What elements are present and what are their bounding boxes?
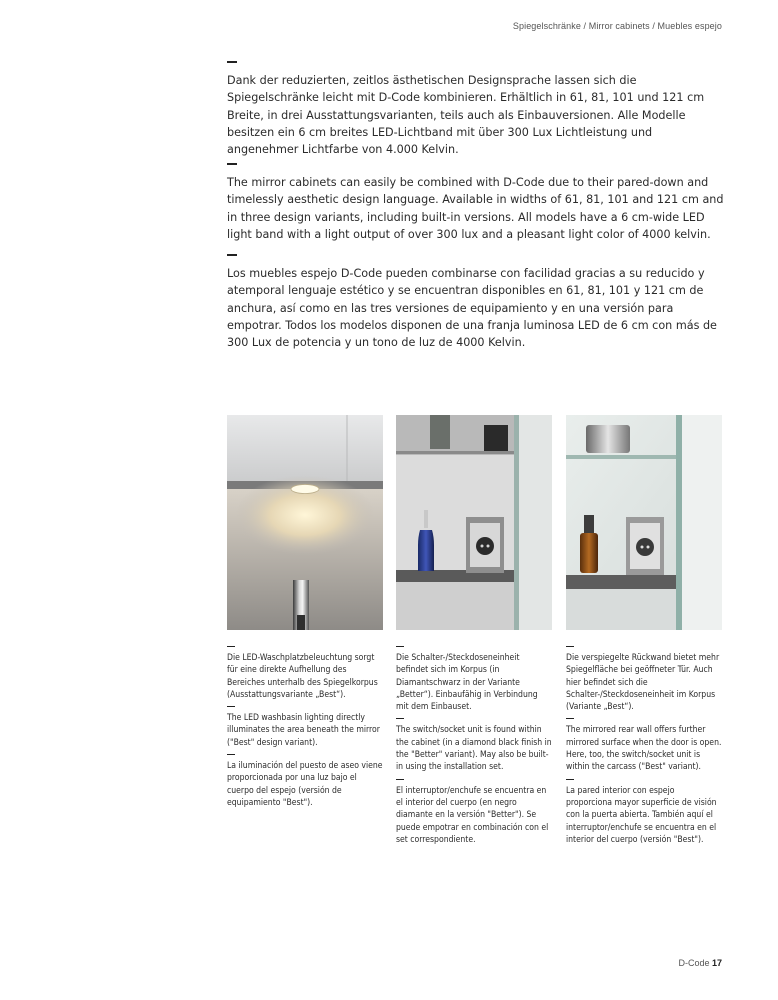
intro-german-text: Dank der reduzierten, zeitlos ästhetischen Designsprache lassen sich die Spiegelschränke leicht mit D-Code kombinieren. Erhältlich in 61, 81, 101 und 121 cm Breite, in drei Ausstattungsvarianten, teils auch als Einbauversionen. Alle Modelle besitzen ein 6 cm breites LED-Lichtband mit über 300 Lux Lichtleistung und angenehmer Lichtfarbe von 4.000 Kelvin. (227, 74, 705, 157)
dash-divider (227, 61, 237, 63)
dash-divider (566, 779, 574, 780)
page-number: 17 (711, 958, 722, 968)
caption-german: Die LED-Waschplatzbeleuchtung sorgt für eine direkte Aufhellung des Bereiches unterhalb des Spiegelkorpus (Ausstattungsvariante „Best“). (227, 653, 378, 700)
caption-english: The switch/socket unit is found within the cabinet (in a diamond black finish in the "Better" variant). May also be built-in using the installation set. (396, 725, 552, 773)
caption-english: The LED washbasin lighting directly illuminates the area beneath the mirror ("Best" design variant). (227, 713, 380, 748)
cabinet-socket-illustration (396, 415, 552, 630)
dash-divider (227, 163, 237, 165)
photo-led-washbasin-light (227, 415, 383, 630)
caption-german: Die Schalter-/Steckdoseneinheit befindet sich im Korpus (in Diamantschwarz in der Variante „Better“). Einbaufähig in Verbindung mit dem Einbauset. (396, 653, 538, 713)
dash-divider (566, 718, 574, 719)
dash-divider (227, 754, 235, 755)
page-footer (678, 958, 722, 968)
caption-spanish: La iluminación del puesto de aseo viene proporcionada por una luz bajo el cuerpo del espejo (versión de equipamiento "Best"). (227, 761, 383, 808)
photo-switch-socket-cabinet (396, 415, 552, 630)
dash-divider (396, 646, 404, 647)
intro-german (227, 61, 727, 158)
section-header: Spiegelschränke / Mirror cabinets / Muebles espejo (512, 21, 722, 31)
dash-divider (227, 646, 235, 647)
intro-english-text: The mirror cabinets can easily be combined with D-Code due to their pared-down and timelessly aesthetic design language. Available in widths of 61, 81, 101 and 121 cm and in three design variants, including built-in versions. All models have a 6 cm-wide LED light band with a light output of over 300 lux and a pleasant light color of 4000 kelvin. (227, 176, 724, 241)
mirror-rear-wall-illustration (566, 415, 722, 630)
caption-spanish: El interruptor/enchufe se encuentra en el interior del cuerpo (en negro diamante en la versión "Better"). Se puede empotrar en combinación con el set correspondiente. (396, 785, 549, 845)
footer-brand: D-Code (678, 958, 710, 968)
dash-divider (227, 706, 235, 707)
caption-column-2 (396, 646, 552, 851)
caption-german: Die verspiegelte Rückwand bietet mehr Spiegelfläche bei geöffneter Tür. Auch hier befindet sich die Schalter-/Steckdoseneinheit im Korpus (Variante „Best“). (566, 653, 720, 713)
caption-column-3 (566, 646, 722, 851)
dash-divider (566, 646, 574, 647)
dash-divider (227, 254, 237, 256)
intro-english (227, 163, 727, 243)
photo-mirrored-rear-wall (566, 415, 722, 630)
led-light-illustration (227, 415, 383, 630)
intro-spanish-text: Los muebles espejo D-Code pueden combinarse con facilidad gracias a su reducido y atemporal lenguaje estético y se encuentran disponibles en 61, 81, 101 y 121 cm de anchura, así como en las tres versiones de equipamiento y en una versión para empotrar. Todos los modelos disponen de una franja luminosa LED de 6 cm con más de 300 Lux de potencia y un tono de luz de 4000 Kelvin. (227, 267, 717, 350)
intro-spanish (227, 254, 727, 351)
dash-divider (396, 779, 404, 780)
dash-divider (396, 718, 404, 719)
caption-spanish: La pared interior con espejo proporciona mayor superficie de visión con la puerta abierta. También aquí el interruptor/enchufe se encuentra en el interior del cuerpo (versión "Best"). (566, 785, 717, 845)
caption-column-1 (227, 646, 383, 814)
caption-english: The mirrored rear wall offers further mirrored surface when the door is open. Here, too, the switch/socket unit is within the carcass ("Best" variant). (566, 725, 722, 773)
